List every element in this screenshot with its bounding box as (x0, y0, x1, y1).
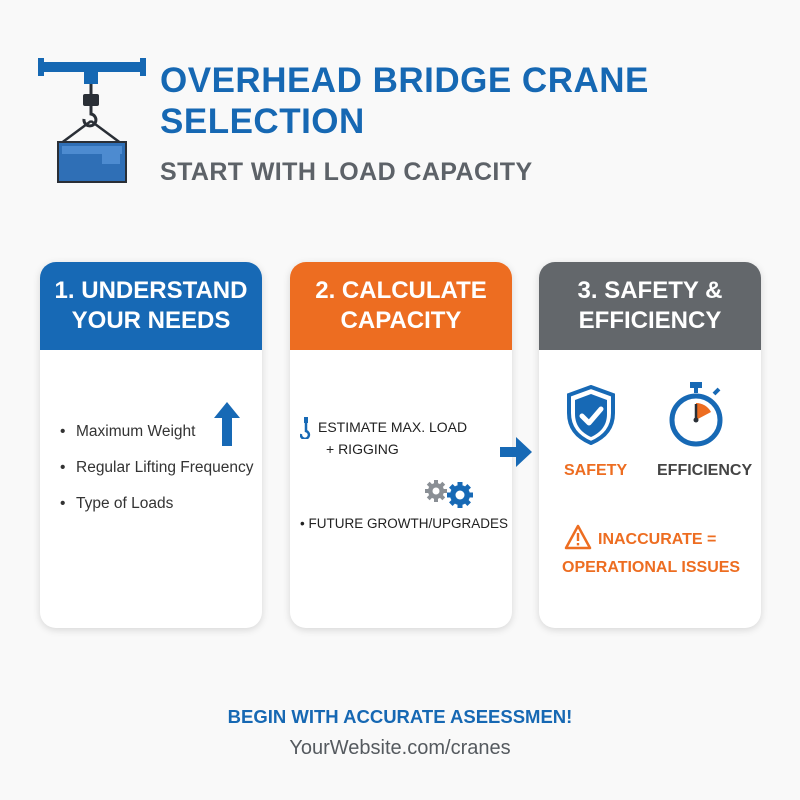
card-title-line-1: 1. UNDERSTAND (54, 277, 248, 304)
website-link[interactable]: YourWebsite.com/cranes (289, 737, 511, 759)
arrow-up-icon (214, 402, 240, 446)
page-title (160, 60, 649, 142)
safety-label: SAFETY (564, 462, 628, 479)
hook-icon (300, 417, 312, 439)
title-line-1: OVERHEAD BRIDGE CRANE (160, 61, 649, 100)
card-title-line-1: 2. CALCULATE (315, 277, 487, 304)
card-title-line-1: 3. SAFETY & (577, 277, 723, 304)
list-item: • Maximum Weight (60, 422, 254, 458)
warning-line-2: OPERATIONAL ISSUES (562, 559, 741, 576)
shield-check-icon (566, 385, 616, 445)
card-title-line-2: YOUR NEEDS (71, 307, 231, 334)
card-header (290, 262, 512, 350)
card-header (40, 262, 262, 350)
page-subtitle: START WITH LOAD CAPACITY (160, 158, 533, 186)
step-card-safety-efficiency (539, 262, 761, 628)
warning-text (562, 526, 740, 582)
card-title-line-2: CAPACITY (340, 307, 462, 334)
warning-line-1: INACCURATE = (598, 531, 717, 548)
card-header (539, 262, 761, 350)
future-growth-item: • FUTURE GROWTH/UPGRADES (300, 516, 508, 531)
call-to-action: BEGIN WITH ACCURATE ASEESSMEN! (227, 706, 573, 727)
title-line-2: SELECTION (160, 102, 365, 141)
estimate-load-item (318, 416, 467, 460)
gears-icon (422, 477, 482, 509)
efficiency-label: EFFICIENCY (657, 462, 753, 479)
list-item: • Regular Lifting Frequency (60, 458, 254, 494)
overhead-crane-icon (38, 58, 146, 190)
card-title-line-2: EFFICIENCY (578, 307, 722, 334)
header (0, 0, 800, 230)
arrow-right-icon (500, 437, 532, 467)
estimate-load-line-2: + RIGGING (326, 441, 399, 457)
step-card-calculate-capacity (290, 262, 512, 628)
list-item: • Type of Loads (60, 494, 254, 530)
step-card-understand-needs (40, 262, 262, 628)
stopwatch-icon (665, 382, 727, 448)
estimate-load-line-1: ESTIMATE MAX. LOAD (318, 419, 468, 435)
